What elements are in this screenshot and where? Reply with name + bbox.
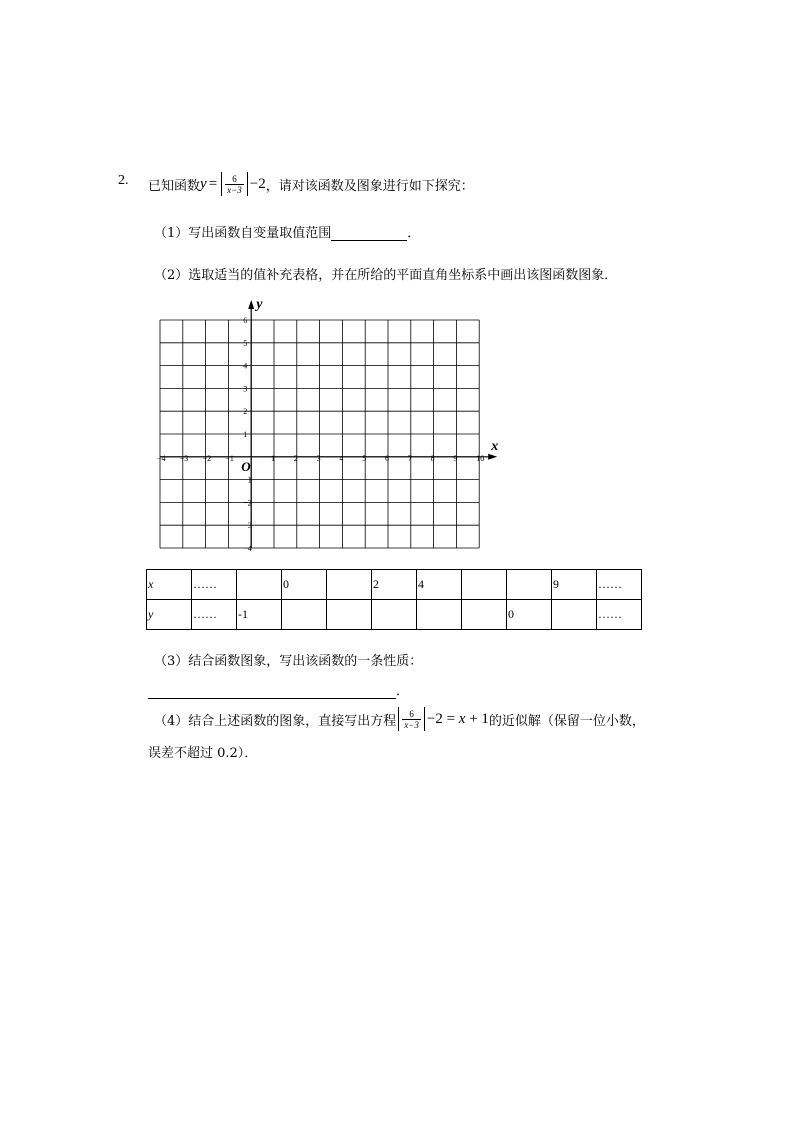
table-cell: 9 — [552, 570, 597, 600]
fraction-denominator: x−3 — [227, 184, 242, 195]
table-cell[interactable] — [462, 570, 507, 600]
intro-prefix: 已知函数 — [148, 178, 201, 194]
y-tick-label: 5 — [243, 338, 248, 348]
table-header-cell: x — [147, 570, 192, 600]
table-cell[interactable] — [462, 600, 507, 630]
table-cell: …… — [192, 600, 237, 630]
table-cell: 4 — [417, 570, 462, 600]
part-4-x: x — [458, 710, 466, 727]
part-1-text: （1）写出函数自变量取值范围 — [154, 226, 332, 241]
y-tick-label: 1 — [243, 430, 248, 439]
formula-fraction-2 — [402, 709, 421, 730]
part-4-plus: + 1 — [465, 710, 489, 727]
formula-fraction — [225, 174, 244, 195]
abs-bar-right-2 — [424, 707, 425, 731]
table-cell: 0 — [507, 600, 552, 630]
table-cell: …… — [597, 570, 642, 600]
fraction-numerator-2: 6 — [409, 708, 414, 719]
x-tick-label: −2 — [202, 453, 212, 463]
table-row — [147, 570, 642, 600]
x-tick-label: 8 — [430, 453, 435, 463]
answer-blank-1[interactable] — [331, 226, 407, 241]
y-tick-label: 6 — [243, 316, 248, 325]
part-4-line-2: 误差不超过 0.2）． — [148, 746, 258, 761]
x-tick-label: 6 — [385, 453, 389, 463]
abs-bar-right — [247, 172, 248, 196]
intro-suffix: ，请对该函数及图象进行如下探究： — [265, 178, 474, 194]
x-axis-label: x — [491, 438, 499, 454]
table-cell[interactable] — [327, 600, 372, 630]
value-table — [146, 569, 642, 630]
fraction-numerator: 6 — [232, 173, 237, 184]
table-cell[interactable] — [372, 600, 417, 630]
y-axis-arrow — [248, 300, 254, 309]
origin-label: O — [241, 458, 251, 474]
table-cell[interactable] — [507, 570, 552, 600]
x-tick-label: −3 — [179, 453, 189, 463]
y-tick-label: −2 — [243, 498, 252, 508]
y-axis-label: y — [256, 297, 263, 312]
part-4-prefix: （4）结合上述函数的图象，直接写出方程 — [154, 713, 397, 729]
x-tick-label: 7 — [407, 453, 412, 463]
formula-tail: −2 — [249, 175, 266, 192]
part-1-end: ． — [407, 226, 421, 241]
y-tick-label: 3 — [243, 384, 248, 394]
y-tick-label: −3 — [243, 521, 252, 531]
question-intro — [148, 172, 474, 196]
table-cell[interactable] — [237, 570, 282, 600]
axes — [160, 300, 497, 548]
y-tick-label: −1 — [243, 475, 252, 485]
table-row — [147, 600, 642, 630]
part-1 — [154, 222, 420, 241]
abs-bar-left-2 — [398, 707, 399, 731]
table-cell: …… — [597, 600, 642, 630]
y-tick-label: 4 — [243, 361, 248, 371]
part-3-answer — [148, 680, 409, 699]
part-3-end: ． — [396, 684, 410, 699]
answer-blank-3[interactable] — [148, 686, 396, 699]
x-tick-label: −4 — [157, 453, 166, 463]
part-2: （2）选取适当的值补充表格，并在所给的平面直角坐标系中画出该图函数图象． — [154, 268, 618, 283]
question-number: 2. — [118, 173, 129, 188]
table-cell[interactable] — [552, 600, 597, 630]
x-tick-label: 4 — [339, 453, 344, 463]
table-cell: …… — [192, 570, 237, 600]
part-4 — [154, 707, 645, 731]
x-axis-arrow — [488, 454, 497, 460]
table-cell[interactable] — [327, 570, 372, 600]
x-tick-label: −1 — [225, 453, 234, 463]
x-tick-label: 3 — [316, 453, 321, 463]
grid-lines — [160, 320, 479, 548]
coordinate-graph — [150, 296, 510, 552]
x-tick-label: 2 — [293, 453, 298, 463]
formula-y: y — [200, 175, 207, 192]
y-tick-label: 2 — [243, 407, 248, 417]
x-tick-label: 9 — [453, 453, 458, 463]
table-cell: 2 — [372, 570, 417, 600]
y-tick-label: −4 — [243, 544, 252, 552]
part-4-suffix: 的近似解（保留一位小数， — [488, 713, 645, 729]
x-tick-label: 5 — [362, 453, 367, 463]
table-cell[interactable] — [282, 600, 327, 630]
table-header-cell: y — [147, 600, 192, 630]
table-cell: -1 — [237, 600, 282, 630]
x-tick-label: 1 — [271, 453, 275, 463]
part-4-tail: −2 = — [426, 710, 459, 727]
table-cell[interactable] — [417, 600, 462, 630]
abs-bar-left — [221, 172, 222, 196]
fraction-denominator-2: x−3 — [404, 719, 419, 730]
formula-eq: = — [208, 175, 218, 192]
x-tick-label: 10 — [476, 453, 485, 463]
table-cell: 0 — [282, 570, 327, 600]
part-3: （3）结合函数图象，写出该函数的一条性质： — [154, 654, 423, 669]
